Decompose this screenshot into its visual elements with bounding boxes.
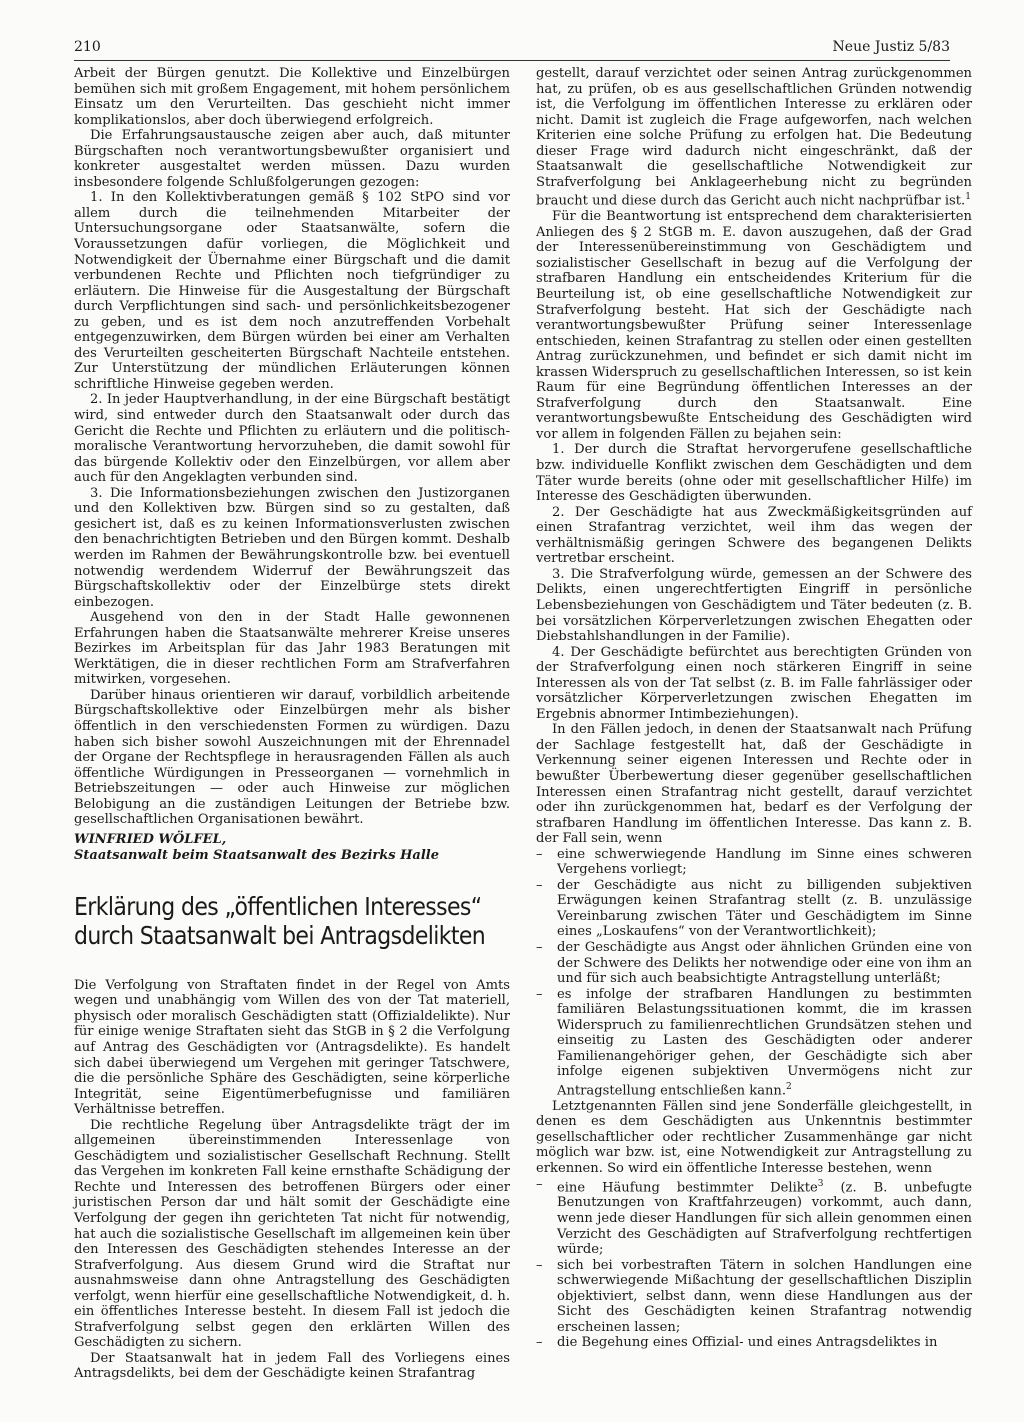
journal-issue: Neue Justiz 5/83	[832, 39, 950, 55]
list-item: – die Begehung eines Offizial- und eines Antragsdeliktes in	[536, 1335, 972, 1351]
footnote-marker: 2	[786, 1081, 792, 1092]
paragraph	[536, 66, 972, 209]
list-item: – der Geschädigte aus nicht zu billigenden subjektiven Erwägungen keinen Strafantrag stellt (z. B. unzulässige Vereinbarung zwischen Täter und Geschädigtem im Sinne eines „Loskaufens“ von der Verantwortlichkeit);	[536, 878, 972, 940]
author-affiliation: Staatsanwalt beim Staatsanwalt des Bezirks Halle	[74, 847, 439, 863]
list-item	[536, 1177, 972, 1258]
right-column	[536, 66, 972, 1351]
footnote-marker: 1	[965, 192, 971, 203]
criteria-list	[536, 847, 972, 1099]
list-item	[536, 987, 972, 1099]
list-item: – der Geschädigte aus Angst oder ähnlichen Gründen eine von der Schwere des Delikts her notwendige oder eine von ihm an und für sich auch beabsichtigte Antragstellung unterläßt;	[536, 940, 972, 987]
article-title-line: Erklärung des „öffentlichen Interesses“	[74, 891, 482, 921]
paragraph: Die Erfahrungsaustausche zeigen aber auch, daß mitunter Bürgschaften noch verantwortungsbewußter organisiert und konkreter ausgestaltet werden müssen. Dazu wurden insbesondere folgende Schlußfolgerungen gezogen:	[74, 128, 510, 190]
author-name: WINFRIED WÖLFEL,	[74, 831, 227, 847]
page-number: 210	[74, 39, 101, 55]
paragraph: 1. In den Kollektivberatungen gemäß § 102 StPO sind vor allem durch die teilnehmenden Mitarbeiter der Untersuchungsorgane oder Staatsanwälte, sofern die Voraussetzungen dafür vorliegen, die Möglichkeit und Notwendigkeit der Übernahme einer Bürgschaft und die damit verbundenen Rechte und Pflichten noch tiefgründiger zu erläutern. Die Hinweise für die Ausgestaltung der Bürgschaft durch Verpflichtungen sind sach- und persönlichkeitsbezogener zu geben, und es ist dem noch anzutreffenden Vorbehalt entgegenzuwirken, dem Bürgen würden bei einer am Verhalten des Verurteilten gescheiterten Bürgschaft Nachteile entstehen. Zur Unterstützung der mündlichen Erläuterungen können schriftliche Hinweise gegeben werden.	[74, 190, 510, 392]
list-item-text: (z. B. unbefugte Benutzungen von Kraftfahrzeugen) vorkommt, auch dann, wenn jede dieser Handlungen für sich allein genommen einen Verzicht des Geschädigten auf Strafverfolgung rechtfertigen würde;	[557, 1179, 973, 1258]
paragraph: 3. Die Informationsbeziehungen zwischen den Justizorganen und den Kollektiven bzw. Bürgen sind so zu gestalten, daß gesichert ist, daß es zu keinen Informationsverlusten zwischen den benachrichtigten Betrieben und den Bürgen kommt. Deshalb werden im Rahmen der Bewährungskontrolle bzw. bei eventuell notwendig werdendem Widerruf der Bewährungszeit das Bürgschaftskollektiv oder der Einzelbürge stets direkt einbezogen.	[74, 485, 510, 610]
paragraph: 4. Der Geschädigte befürchtet aus berechtigten Gründen von der Strafverfolgung einen noch stärkeren Eingriff in seine Interessen als von der Tat selbst (z. B. im Falle fahrlässiger oder vorsätzlicher Körperverletzungen zwischen Ehegatten im Ergebnis abnormer Intimbeziehungen).	[536, 644, 972, 722]
paragraph: Arbeit der Bürgen genutzt. Die Kollektive und Einzelbürgen bemühen sich mit großem Engagement, mit hohem persönlichem Einsatz um den Verurteilten. Das geschieht nicht immer komplikationslos, aber doch überwiegend erfolgreich.	[74, 66, 510, 128]
page-header	[74, 38, 950, 61]
article-title-line: durch Staatsanwalt bei Antragsdelikten	[74, 920, 486, 950]
paragraph: Ausgehend von den in der Stadt Halle gewonnenen Erfahrungen haben die Staatsanwälte mehrerer Kreise unseres Bezirkes im Arbeitsplan für das Jahr 1983 Beratungen mit Werktätigen, die in dieser rechtlichen Form am Strafverfahren mitwirken, vorgesehen.	[74, 610, 510, 688]
paragraph: 1. Der durch die Straftat hervorgerufene gesellschaftliche bzw. individuelle Konflikt zwischen dem Geschädigten und dem Täter wurde bereits (ohne oder mit gesellschaftlicher Hilfe) im Interesse des Geschädigten überwunden.	[536, 442, 972, 505]
paragraph: 3. Die Strafverfolgung würde, gemessen an der Schwere des Delikts, einen ungerechtfertigten Eingriff in persönliche Lebensbeziehungen von Geschädigtem und Täter bedeuten (z. B. bei vorsätzlichen Körperverletzungen zwischen Ehegatten oder Diebstahlshandlungen in der Familie).	[536, 566, 972, 645]
criteria-list	[536, 1177, 972, 1351]
list-item: – eine schwerwiegende Handlung im Sinne eines schweren Vergehens vorliegt;	[536, 847, 972, 878]
paragraph: Die Verfolgung von Straftaten findet in der Regel von Amts wegen und unabhängig vom Willen des von der Tat materiell, physisch oder moralisch Geschädigten statt (Offizialdelikte). Nur für einige wenige Straftaten sieht das StGB in § 2 die Verfolgung auf Antrag des Geschädigten vor (Antragsdelikte). Es handelt sich dabei überwiegend um Vergehen mit geringer Tatschwere, die die persönliche Sphäre des Geschädigten, seine körperliche Integrität, seine Eigentümerbefugnisse und familiären Verhältnisse betreffen.	[74, 977, 510, 1118]
list-item-text: eine Häufung bestimmter Delikte	[557, 1179, 818, 1195]
left-column	[74, 66, 510, 1382]
list-item: – sich bei vorbestraften Tätern in solchen Handlungen eine schwerwiegende Mißachtung der gesellschaftlichen Disziplin objektiviert, selbst dann, wenn diese Handlungen aus der Sicht des Geschädigten keinen Strafantrag notwendig erscheinen lassen;	[536, 1258, 972, 1336]
list-item-text: es infolge der strafbaren Handlungen zu bestimmten familiären Belastungssituationen kommt, die im krassen Widerspruch zu familienrechtlichen Grundsätzen stehen und einseitig zu Lasten des Geschädigten oder anderer Familienangehöriger gehen, der Geschädigte sich aber infolge eigenen subjektiven Unvermögens nicht zur Antragstellung entschließen kann.	[557, 986, 972, 1099]
paragraph: Letztgenannten Fällen sind jene Sonderfälle gleichgestellt, in denen es dem Geschädigten aus Unkenntnis bestimmter gesellschaftlicher oder rechtlicher Zusammenhänge gar nicht möglich war bzw. ist, eine Notwendigkeit zur Antragstellung zu erkennen. So wird ein öffentliche Interesse bestehen, wenn	[536, 1098, 972, 1176]
article-title	[74, 892, 514, 950]
paragraph: Die rechtliche Regelung über Antragsdelikte trägt der im allgemeinen übereinstimmenden Interessenlage von Geschädigtem und sozialistischer Gesellschaft Rechnung. Stellt das Vergehen im konkreten Fall keine ernsthafte Schädigung der Rechte und Interessen des betroffenen Bürgers oder einer juristischen Person dar und hält somit der Geschädigte eine Verfolgung der gegen ihn gerichteten Tat nicht für notwendig, hat auch die sozialistische Gesellschaft im allgemeinen kein über den Interessen des Geschädigten stehendes Interesse an der Strafverfolgung. Aus diesem Grund wird die Straftat nur ausnahmsweise dann ohne Antragstellung des Geschädigten verfolgt, wenn hierfür eine gesellschaftliche Notwendigkeit, d. h. ein öffentliches Interesse besteht. In diesem Fall ist jedoch die Strafverfolgung selbst gegen den erklärten Willen des Geschädigten zu sichern.	[74, 1117, 510, 1351]
paragraph: Der Staatsanwalt hat in jedem Fall des Vorliegens eines Antragsdelikts, bei dem der Geschädigte keinen Strafantrag	[74, 1350, 510, 1382]
paragraph: Für die Beantwortung ist entsprechend dem charakterisierten Anliegen des § 2 StGB m. E. davon auszugehen, daß der Grad der Interessenübereinstimmung von Geschädigtem und sozialistischer Gesellschaft in bezug auf die Verfolgung der strafbaren Handlung ein entscheidendes Kriterium für die Beurteilung ist, ob eine gesellschaftliche Notwendigkeit zur Strafverfolgung besteht. Hat sich der Geschädigte nach verantwortungsbewußter Prüfung seiner Interessenlage entschieden, keinen Strafantrag zu stellen oder einen gestellten Antrag zurückzunehmen, und befindet er sich damit nicht im krassen Widerspruch zu gesellschaftlichen Interessen, so ist kein Raum für eine Begründung öffentlichen Interesses an der Strafverfolgung durch den Staatsanwalt. Eine verantwortungsbewußte Entscheidung des Geschädigten wird vor allem in folgenden Fällen zu bejahen sein:	[536, 209, 972, 442]
paragraph-text: gestellt, darauf verzichtet oder seinen Antrag zurückgenommen hat, zu prüfen, ob es aus gesellschaftlichen Gründen notwendig ist, die Verfolgung im öffentlichen Interesse zu erklären oder nicht. Damit ist zugleich die Frage aufgeworfen, nach welchen Kriterien eine solche Prüfung zu erfolgen hat. Die Bedeutung dieser Frage wird dadurch nicht eingeschränkt, daß der Staatsanwalt die gesellschaftliche Notwendigkeit zur Strafverfolgung bei Anklageerhebung nicht zu begründen braucht und diese durch das Gericht auch nicht nachprüfbar ist.	[536, 66, 972, 209]
paragraph: Darüber hinaus orientieren wir darauf, vorbildlich arbeitende Bürgschaftskollektive oder Einzelbürgen mehr als bisher öffentlich in den verschiedensten Formen zu würdigen. Dazu haben sich bisher sowohl Auszeichnungen mit der Ehrennadel der Organe der Rechtspflege in herausragenden Fällen als auch öffentliche Würdigungen in Presseorganen — vornehmlich in Betriebszeitungen — oder auch Hinweise zur möglichen Belobigung an die zuständigen Leitungen der Betriebe bzw. gesellschaftlichen Organisationen bewährt.	[74, 687, 510, 828]
footnote-marker: 3	[817, 1178, 824, 1189]
paragraph: In den Fällen jedoch, in denen der Staatsanwalt nach Prüfung der Sachlage festgestellt hat, daß der Geschädigte in Verkennung seiner eigenen Interessen und Rechte oder in bewußter Überbewertung dieser gegenüber gesellschaftlichen Interessen einen Strafantrag nicht gestellt, darauf verzichtet oder ihn zurückgenommen hat, bedarf es der Verfolgung der strafbaren Handlung im öffentlichen Interesse. Das kann z. B. der Fall sein, wenn	[536, 722, 972, 847]
paragraph: 2. In jeder Hauptverhandlung, in der eine Bürgschaft bestätigt wird, sind entweder durch den Staatsanwalt oder durch das Gericht die Rechte und Pflichten zu erläutern und die politisch-moralische Verantwortung hervorzuheben, die damit sowohl für das bürgende Kollektiv oder den Einzelbürgen, vor allem aber auch für den Angeklagten verbunden sind.	[74, 392, 510, 486]
paragraph: 2. Der Geschädigte hat aus Zweckmäßigkeitsgründen auf einen Strafantrag verzichtet, weil ihm das wegen der verhältnismäßig geringen Schwere des begangenen Delikts vertretbar erscheint.	[536, 504, 972, 567]
